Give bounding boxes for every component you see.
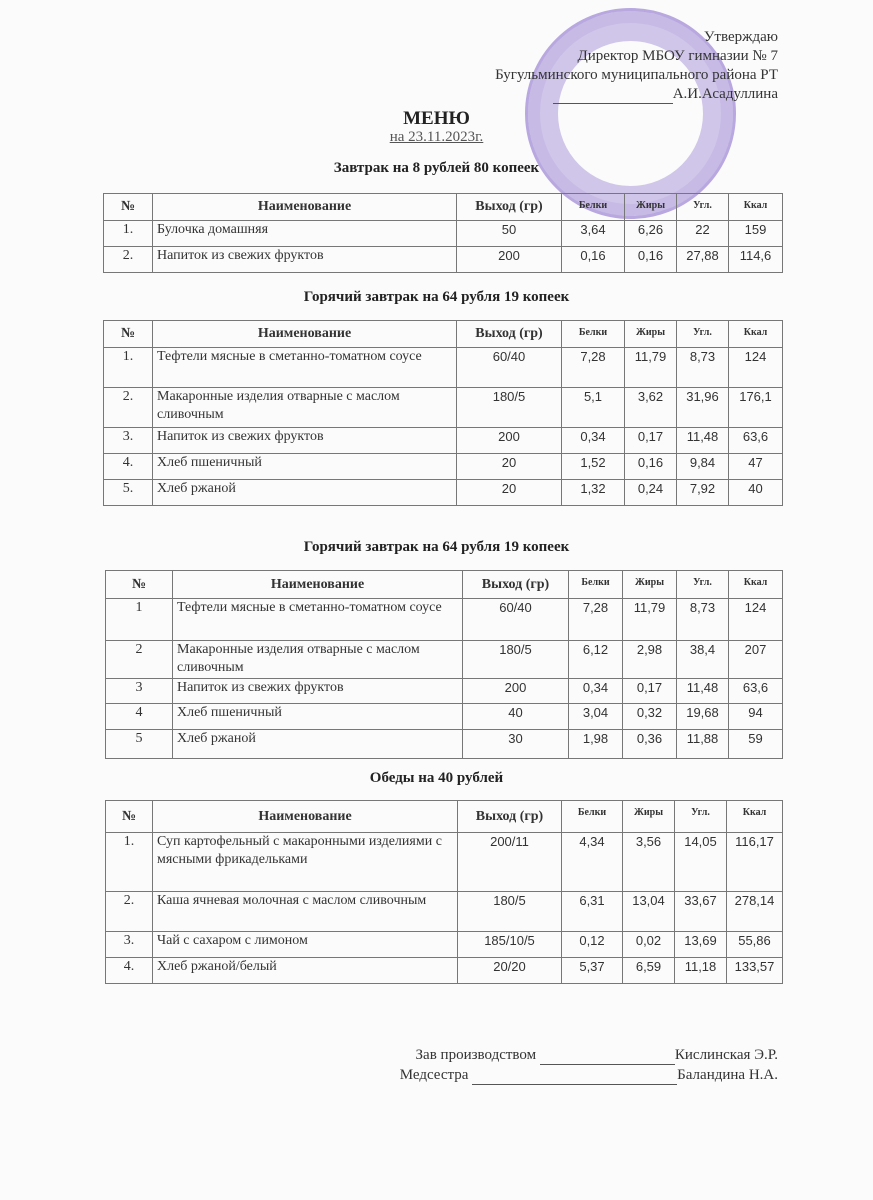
cell-prot: 7,28 bbox=[562, 348, 625, 388]
cell-out: 60/40 bbox=[463, 599, 569, 641]
cell-carb: 11,18 bbox=[675, 958, 727, 984]
cell-name: Хлеб пшеничный bbox=[173, 704, 463, 730]
cell-name: Булочка домашняя bbox=[153, 221, 457, 247]
cell-prot: 0,34 bbox=[569, 679, 623, 704]
table-row bbox=[106, 679, 783, 704]
column-header-kcal: Ккал bbox=[729, 321, 783, 348]
cell-prot: 7,28 bbox=[569, 599, 623, 641]
cell-carb: 9,84 bbox=[677, 454, 729, 480]
cell-carb: 7,92 bbox=[677, 480, 729, 506]
table-row bbox=[104, 388, 783, 428]
cell-prot: 0,16 bbox=[562, 247, 625, 273]
column-header-name: Наименование bbox=[153, 194, 457, 221]
column-header-kcal: Ккал bbox=[727, 801, 783, 833]
cell-fat: 0,32 bbox=[623, 704, 677, 730]
cell-out: 200 bbox=[463, 679, 569, 704]
cell-num: 3. bbox=[106, 932, 153, 958]
table-header bbox=[106, 571, 783, 599]
column-header-num: № bbox=[106, 801, 153, 833]
column-header-fat: Жиры bbox=[623, 571, 677, 599]
cell-num: 5 bbox=[106, 730, 173, 759]
cell-name: Напиток из свежих фруктов bbox=[173, 679, 463, 704]
menu-table bbox=[105, 800, 783, 984]
column-header-name: Наименование bbox=[153, 321, 457, 348]
cell-out: 20 bbox=[457, 454, 562, 480]
cell-num: 4 bbox=[106, 704, 173, 730]
cell-carb: 22 bbox=[677, 221, 729, 247]
cell-fat: 13,04 bbox=[623, 892, 675, 932]
signature-name: Баландина Н.А. bbox=[677, 1067, 778, 1083]
cell-name: Напиток из свежих фруктов bbox=[153, 428, 457, 454]
column-header-out: Выход (гр) bbox=[458, 801, 562, 833]
column-header-carb: Угл. bbox=[677, 321, 729, 348]
cell-carb: 19,68 bbox=[677, 704, 729, 730]
menu-table bbox=[103, 320, 783, 506]
column-header-num: № bbox=[104, 194, 153, 221]
column-header-prot: Белки bbox=[562, 801, 623, 833]
table-row bbox=[104, 348, 783, 388]
cell-kcal: 124 bbox=[729, 348, 783, 388]
table-row bbox=[106, 704, 783, 730]
cell-fat: 0,16 bbox=[625, 454, 677, 480]
page-title: МЕНЮ bbox=[403, 108, 470, 129]
cell-name: Тефтели мясные в сметанно-томатном соусе bbox=[153, 348, 457, 388]
section-heading: Горячий завтрак на 64 рубля 19 копеек bbox=[303, 289, 570, 305]
cell-name: Хлеб ржаной/белый bbox=[153, 958, 458, 984]
approval-block bbox=[495, 28, 778, 104]
cell-prot: 5,37 bbox=[562, 958, 623, 984]
signature-name: Кислинская Э.Р. bbox=[674, 1047, 778, 1063]
column-header-out: Выход (гр) bbox=[457, 194, 562, 221]
approver-org: Бугульминского муниципального района РТ bbox=[495, 67, 778, 83]
cell-kcal: 63,6 bbox=[729, 428, 783, 454]
column-header-kcal: Ккал bbox=[729, 194, 783, 221]
cell-out: 30 bbox=[463, 730, 569, 759]
table-row bbox=[106, 932, 783, 958]
cell-carb: 33,67 bbox=[675, 892, 727, 932]
cell-fat: 3,56 bbox=[623, 833, 675, 892]
cell-fat: 0,36 bbox=[623, 730, 677, 759]
cell-name: Чай с сахаром с лимоном bbox=[153, 932, 458, 958]
signature-role: Зав производством bbox=[415, 1047, 537, 1063]
column-header-num: № bbox=[106, 571, 173, 599]
cell-kcal: 94 bbox=[729, 704, 783, 730]
column-header-fat: Жиры bbox=[625, 321, 677, 348]
signature-line bbox=[540, 1050, 675, 1065]
cell-prot: 3,04 bbox=[569, 704, 623, 730]
cell-carb: 14,05 bbox=[675, 833, 727, 892]
signatures-block bbox=[400, 1045, 778, 1085]
cell-num: 2. bbox=[106, 892, 153, 932]
cell-carb: 8,73 bbox=[677, 348, 729, 388]
cell-out: 20/20 bbox=[458, 958, 562, 984]
cell-out: 40 bbox=[463, 704, 569, 730]
approver-position: Директор МБОУ гимназии № 7 bbox=[577, 48, 778, 64]
column-header-carb: Угл. bbox=[677, 571, 729, 599]
cell-kcal: 207 bbox=[729, 641, 783, 679]
section-heading: Обеды на 40 рублей bbox=[369, 770, 504, 786]
table-row bbox=[104, 428, 783, 454]
cell-num: 3 bbox=[106, 679, 173, 704]
cell-fat: 6,59 bbox=[623, 958, 675, 984]
cell-num: 1 bbox=[106, 599, 173, 641]
cell-kcal: 133,57 bbox=[727, 958, 783, 984]
column-header-prot: Белки bbox=[569, 571, 623, 599]
table-row bbox=[106, 599, 783, 641]
cell-name: Хлеб ржаной bbox=[173, 730, 463, 759]
cell-name: Суп картофельный с макаронными изделиями с мясными фрикадельками bbox=[153, 833, 458, 892]
cell-prot: 6,31 bbox=[562, 892, 623, 932]
menu-table bbox=[103, 193, 783, 273]
table-row bbox=[106, 958, 783, 984]
cell-num: 5. bbox=[104, 480, 153, 506]
signature-line bbox=[553, 89, 673, 104]
section-heading: Горячий завтрак на 64 рубля 19 копеек bbox=[303, 539, 570, 555]
cell-kcal: 40 bbox=[729, 480, 783, 506]
table-row bbox=[104, 247, 783, 273]
cell-num: 2. bbox=[104, 247, 153, 273]
column-header-carb: Угл. bbox=[677, 194, 729, 221]
table-row bbox=[104, 221, 783, 247]
table-row bbox=[106, 892, 783, 932]
column-header-out: Выход (гр) bbox=[463, 571, 569, 599]
table-row bbox=[104, 480, 783, 506]
table-header bbox=[104, 194, 783, 221]
cell-fat: 0,17 bbox=[625, 428, 677, 454]
cell-prot: 0,34 bbox=[562, 428, 625, 454]
cell-out: 180/5 bbox=[457, 388, 562, 428]
table-header bbox=[104, 321, 783, 348]
cell-kcal: 63,6 bbox=[729, 679, 783, 704]
column-header-name: Наименование bbox=[173, 571, 463, 599]
cell-carb: 11,48 bbox=[677, 428, 729, 454]
cell-prot: 1,98 bbox=[569, 730, 623, 759]
cell-out: 20 bbox=[457, 480, 562, 506]
table-header bbox=[106, 801, 783, 833]
cell-kcal: 116,17 bbox=[727, 833, 783, 892]
cell-fat: 2,98 bbox=[623, 641, 677, 679]
cell-num: 2 bbox=[106, 641, 173, 679]
column-header-fat: Жиры bbox=[625, 194, 677, 221]
cell-prot: 4,34 bbox=[562, 833, 623, 892]
section-heading: Завтрак на 8 рублей 80 копеек bbox=[333, 160, 540, 176]
cell-name: Напиток из свежих фруктов bbox=[153, 247, 457, 273]
cell-out: 185/10/5 bbox=[458, 932, 562, 958]
cell-fat: 0,17 bbox=[623, 679, 677, 704]
cell-prot: 0,12 bbox=[562, 932, 623, 958]
cell-num: 1. bbox=[104, 348, 153, 388]
cell-kcal: 159 bbox=[729, 221, 783, 247]
cell-prot: 1,52 bbox=[562, 454, 625, 480]
table-row bbox=[104, 454, 783, 480]
cell-out: 200 bbox=[457, 428, 562, 454]
cell-name: Хлеб пшеничный bbox=[153, 454, 457, 480]
column-header-prot: Белки bbox=[562, 321, 625, 348]
cell-carb: 38,4 bbox=[677, 641, 729, 679]
column-header-num: № bbox=[104, 321, 153, 348]
cell-kcal: 278,14 bbox=[727, 892, 783, 932]
cell-num: 1. bbox=[106, 833, 153, 892]
cell-carb: 8,73 bbox=[677, 599, 729, 641]
approval-label: Утверждаю bbox=[703, 29, 778, 45]
column-header-name: Наименование bbox=[153, 801, 458, 833]
cell-out: 200/11 bbox=[458, 833, 562, 892]
column-header-kcal: Ккал bbox=[729, 571, 783, 599]
cell-name: Макаронные изделия отварные с маслом сливочным bbox=[153, 388, 457, 428]
cell-fat: 6,26 bbox=[625, 221, 677, 247]
cell-kcal: 47 bbox=[729, 454, 783, 480]
cell-carb: 27,88 bbox=[677, 247, 729, 273]
cell-carb: 11,88 bbox=[677, 730, 729, 759]
cell-num: 4. bbox=[104, 454, 153, 480]
cell-kcal: 176,1 bbox=[729, 388, 783, 428]
column-header-fat: Жиры bbox=[623, 801, 675, 833]
cell-out: 50 bbox=[457, 221, 562, 247]
cell-name: Каша ячневая молочная с маслом сливочным bbox=[153, 892, 458, 932]
cell-kcal: 114,6 bbox=[729, 247, 783, 273]
column-header-prot: Белки bbox=[562, 194, 625, 221]
cell-name: Хлеб ржаной bbox=[153, 480, 457, 506]
cell-num: 4. bbox=[106, 958, 153, 984]
cell-carb: 31,96 bbox=[677, 388, 729, 428]
menu-table bbox=[105, 570, 783, 759]
cell-fat: 11,79 bbox=[625, 348, 677, 388]
cell-kcal: 124 bbox=[729, 599, 783, 641]
cell-num: 1. bbox=[104, 221, 153, 247]
cell-fat: 0,16 bbox=[625, 247, 677, 273]
cell-fat: 11,79 bbox=[623, 599, 677, 641]
cell-out: 180/5 bbox=[463, 641, 569, 679]
cell-fat: 0,02 bbox=[623, 932, 675, 958]
table-row bbox=[106, 833, 783, 892]
cell-out: 180/5 bbox=[458, 892, 562, 932]
menu-date: на 23.11.2023г. bbox=[389, 129, 484, 145]
cell-out: 60/40 bbox=[457, 348, 562, 388]
cell-out: 200 bbox=[457, 247, 562, 273]
cell-num: 2. bbox=[104, 388, 153, 428]
cell-name: Макаронные изделия отварные с маслом сливочным bbox=[173, 641, 463, 679]
cell-fat: 0,24 bbox=[625, 480, 677, 506]
cell-prot: 6,12 bbox=[569, 641, 623, 679]
table-row bbox=[106, 730, 783, 759]
cell-fat: 3,62 bbox=[625, 388, 677, 428]
signature-role: Медсестра bbox=[399, 1067, 469, 1083]
cell-num: 3. bbox=[104, 428, 153, 454]
approver-name: А.И.Асадуллина bbox=[672, 86, 778, 102]
cell-prot: 5,1 bbox=[562, 388, 625, 428]
cell-carb: 11,48 bbox=[677, 679, 729, 704]
cell-prot: 1,32 bbox=[562, 480, 625, 506]
cell-name: Тефтели мясные в сметанно-томатном соусе bbox=[173, 599, 463, 641]
signature-line bbox=[472, 1070, 677, 1085]
cell-prot: 3,64 bbox=[562, 221, 625, 247]
cell-kcal: 59 bbox=[729, 730, 783, 759]
cell-kcal: 55,86 bbox=[727, 932, 783, 958]
cell-carb: 13,69 bbox=[675, 932, 727, 958]
column-header-carb: Угл. bbox=[675, 801, 727, 833]
table-row bbox=[106, 641, 783, 679]
column-header-out: Выход (гр) bbox=[457, 321, 562, 348]
